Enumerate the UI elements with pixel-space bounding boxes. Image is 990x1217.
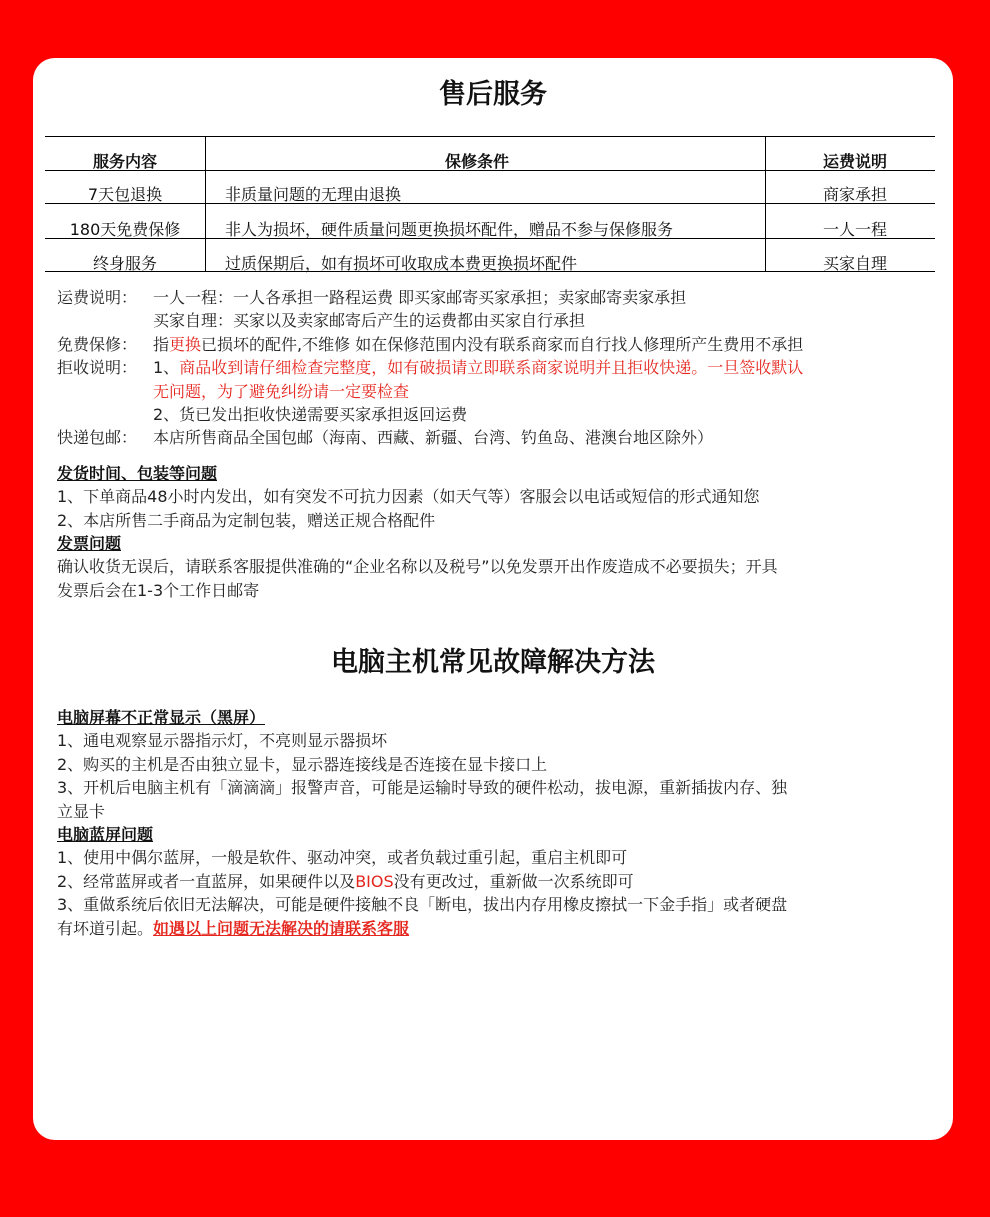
blue-screen-heading: 电脑蓝屏问题 <box>57 825 154 845</box>
table-header-content: 服务内容 <box>92 152 157 171</box>
content-card <box>33 58 953 1140</box>
express-label: 快递包邮： <box>57 428 138 448</box>
warranty-label: 免费保修： <box>57 334 138 354</box>
reject-label: 拒收说明： <box>57 358 138 378</box>
table-cell: 180天免费保修 <box>69 220 181 239</box>
black-screen-line-3-cont: 立显卡 <box>57 801 106 821</box>
service-notes <box>57 286 803 602</box>
service-table <box>45 136 935 272</box>
black-screen-line-3: 3、开机后电脑主机有「滴滴滴」报警声音，可能是运输时导致的硬件松动，拔电源，重新插拔内存、独 <box>57 778 788 798</box>
shipping-line-2: 2、本店所售二手商品为定制包装，赠送正规合格配件 <box>57 510 436 530</box>
invoice-heading: 发票问题 <box>57 534 122 554</box>
blue-screen-line-2-pre: 2、经常蓝屏或者一直蓝屏，如果硬件以及 <box>57 871 356 891</box>
blue-screen-line-3: 3、重做系统后依旧无法解决，可能是硬件接触不良「断电，拔出内存用橡皮擦拭一下金手指」或者硬盘 <box>57 895 788 915</box>
reject-item-1-text-cont: 无问题，为了避免纠纷请一定要检查 <box>153 381 410 401</box>
table-col-divider <box>205 136 206 272</box>
black-screen-line-1: 1、通电观察显示器指示灯，不亮则显示器损坏 <box>57 731 388 751</box>
shipping-heading: 发货时间、包装等问题 <box>57 463 218 483</box>
invoice-line-2: 发票后会在1-3个工作日邮寄 <box>57 580 260 600</box>
table-header-conditions: 保修条件 <box>445 152 510 171</box>
contact-support-link[interactable]: 如遇以上问题无法解决的请联系客服 <box>153 918 410 938</box>
table-cell: 非质量问题的无理由退换 <box>225 185 402 204</box>
reject-item-2: 2、货已发出拒收快递需要买家承担返回运费 <box>153 405 468 425</box>
blue-screen-line-3-cont: 有坏道引起。 <box>57 918 154 938</box>
table-cell: 过质保期后，如有损坏可收取成本费更换损坏配件 <box>225 254 578 273</box>
warranty-text-pre: 指 <box>153 334 170 354</box>
invoice-line-1: 确认收货无误后，请联系客服提供准确的“企业名称以及税号”以免发票开出作废造成不必要损失；开具 <box>57 557 778 577</box>
troubleshooting-notes <box>57 706 787 940</box>
table-cell: 商家承担 <box>822 185 887 204</box>
freight-label: 运费说明： <box>57 288 138 307</box>
blue-screen-line-2-post: 没有更改过，重新做一次系统即可 <box>393 871 634 891</box>
shipping-line-1: 1、下单商品48小时内发出，如有突发不可抗力因素（如天气等）客服会以电话或短信的形式通知您 <box>57 487 760 507</box>
warranty-text-post: 已损坏的配件,不维修 如在保修范围内没有联系商家而自行找人修理所产生费用不承担 <box>201 334 804 354</box>
black-screen-line-2: 2、购买的主机是否由独立显卡，显示器连接线是否连接在显卡接口上 <box>57 754 548 774</box>
reject-item-1-number: 1、 <box>153 358 180 378</box>
black-screen-heading: 电脑屏幕不正常显示（黑屏） <box>57 708 266 727</box>
freight-line-2: 买家自理：买家以及卖家邮寄后产生的运费都由买家自行承担 <box>153 311 586 331</box>
table-cell: 终身服务 <box>92 254 157 273</box>
troubleshooting-title: 电脑主机常见故障解决方法 <box>331 647 655 678</box>
bios-highlight: BIOS <box>355 871 394 891</box>
warranty-text-red: 更换 <box>169 334 202 354</box>
table-cell: 一人一程 <box>822 220 887 239</box>
blue-screen-line-1: 1、使用中偶尔蓝屏，一般是软件、驱动冲突，或者负载过重引起，重启主机即可 <box>57 848 628 868</box>
express-text: 本店所售商品全国包邮（海南、西藏、新疆、台湾、钓鱼岛、港澳台地区除外） <box>153 428 714 448</box>
reject-item-1-text: 商品收到请仔细检查完整度，如有破损请立即联系商家说明并且拒收快递。一旦签收默认 <box>179 358 804 378</box>
table-cell: 买家自理 <box>822 254 887 273</box>
table-cell: 7天包退换 <box>87 185 163 204</box>
table-cell: 非人为损坏，硬件质量问题更换损坏配件，赠品不参与保修服务 <box>225 220 674 239</box>
freight-line-1: 一人一程：一人各承担一路程运费 即买家邮寄买家承担；卖家邮寄卖家承担 <box>153 288 687 307</box>
after-sales-title: 售后服务 <box>439 79 547 110</box>
table-border-top <box>45 136 935 137</box>
table-header-freight: 运费说明 <box>822 152 887 171</box>
